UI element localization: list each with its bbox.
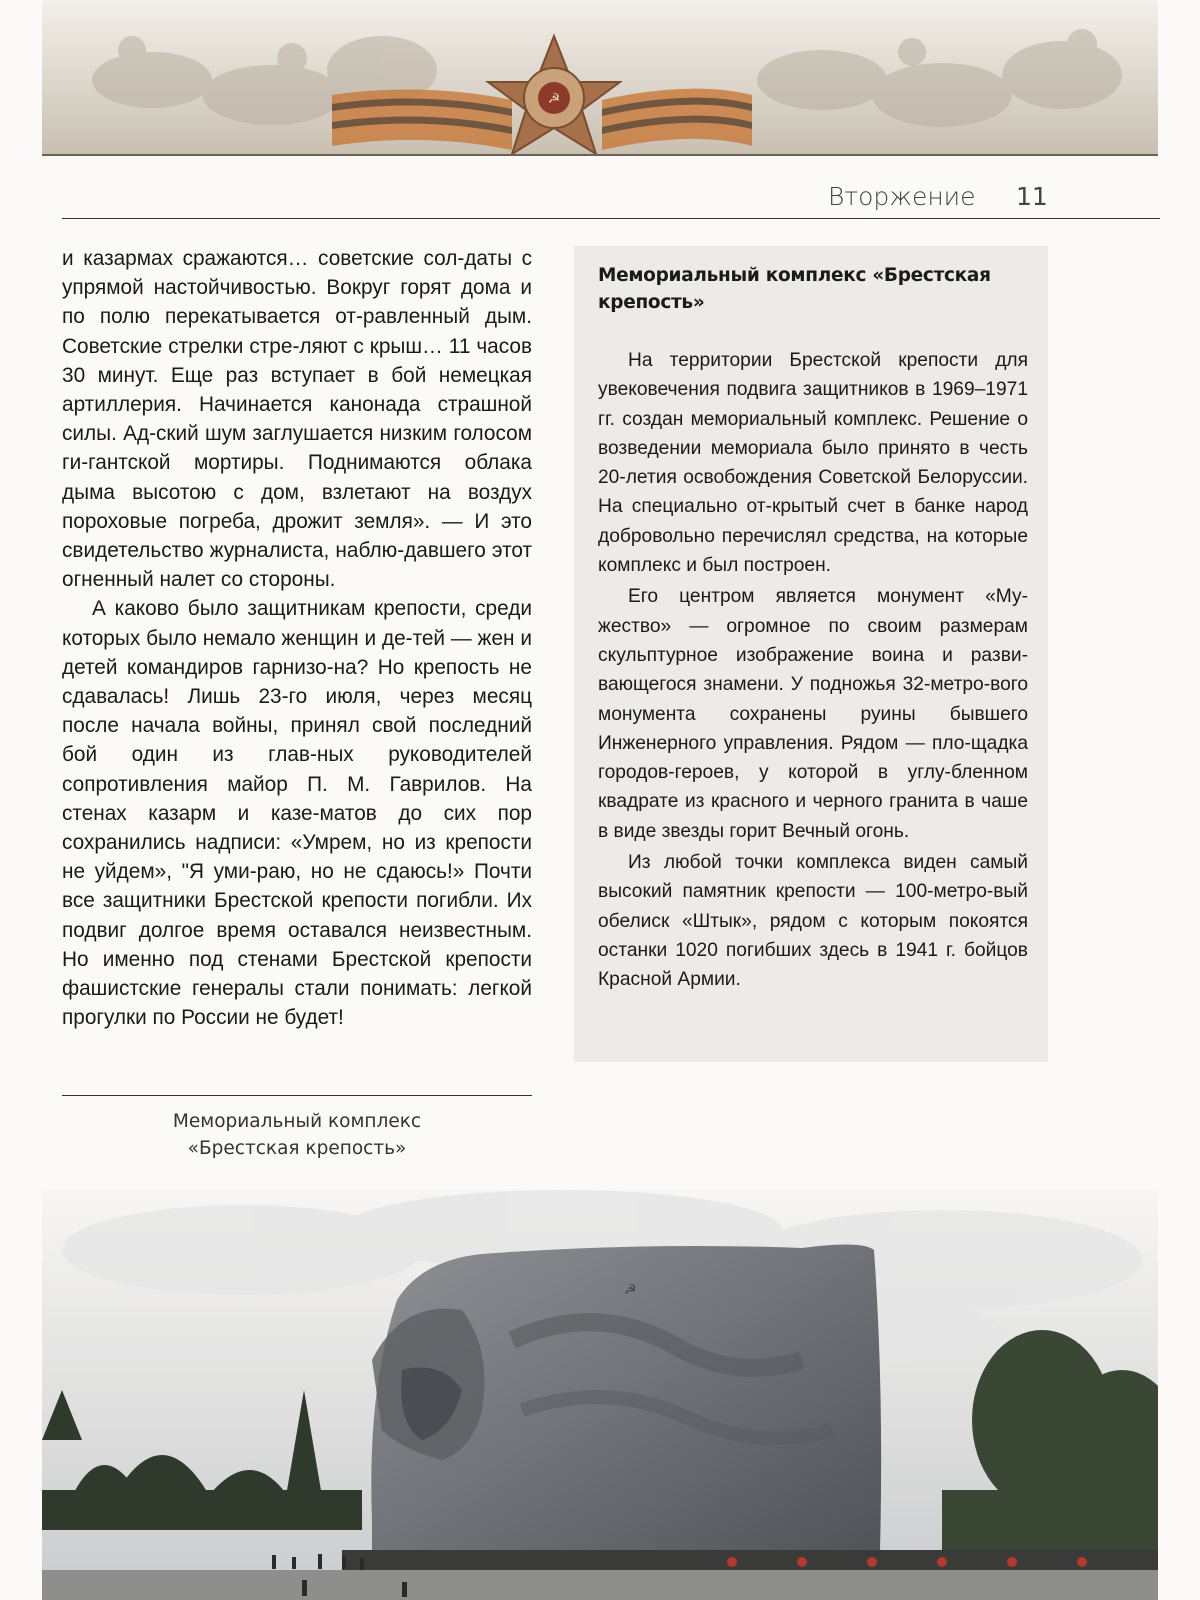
sidebar-paragraph: Из любой точки комплекса виден самый высокий памятник крепости — 100-метро-вый обелиск «Штык», рядом с которым покоятся останки 1020 погибших здесь в 1941 г. бойцов Красной Армии. — [598, 852, 1028, 991]
courage-monument — [371, 1244, 881, 1560]
page-number: 11 — [1016, 182, 1048, 211]
body-paragraph: и казармах сражаются… советские сол-даты с упрямой настойчивостью. Вокруг горят дома и по полю перекатывается от-равленный дым. Советские стрелки стре-ляют с крыш… 11 часов 30 минут. Еще раз вступает в бой немецкая артиллерия. Начинается канонада страшной силы. Ад-ский шум заглушается низким голосом ги-гантской мортиры. Поднимаются облака дыма высотою с дом, взлетают на воздух пороховые погреба, дрожит земля». — И это свидетельство журналиста, наблю-давшего этот огненный налет со стороны. — [62, 247, 532, 592]
memorial-sidebar — [574, 246, 1048, 1062]
sidebar-heading: Мемориальный комплекс «Брестская крепость» — [598, 265, 991, 313]
main-text-column — [62, 244, 532, 1032]
sidebar-body — [598, 346, 1028, 997]
svg-text:☭: ☭ — [624, 1282, 637, 1298]
sidebar-paragraph: На территории Брестской крепости для увековечения подвига защитников в 1969–1971 гг. создан мемориальный комплекс. Решение о возведении мемориала было принято в честь 20-летия освобождения Советской Белоруссии. На специально от-крытый счет в банке народ добровольно перечислял средства, на которые комплекс и был построен. — [598, 350, 1028, 577]
caption-line-1: Мемориальный комплекс — [172, 1111, 422, 1132]
banner-artwork — [42, 0, 1158, 154]
caption-divider — [62, 1095, 532, 1096]
photo-caption — [62, 1108, 532, 1162]
monument-illustration — [42, 1190, 1158, 1600]
caption-line-2: «Брестская крепость» — [187, 1138, 407, 1159]
header-divider — [62, 218, 1160, 219]
plaza — [42, 1570, 1158, 1600]
sidebar-paragraph: Его центром является монумент «Му-жество» — огромное по своим размерам скульптурное изображение воина и разви-вающегося знамени. У подножья 32-метро-вого монумента сохранены руины бывшего Инженерного управления. Рядом — пло-щадка городов-героев, у которой в углу-бленном квадрате из красного и черного гранита в чаше в виде звезды горит Вечный огонь. — [598, 586, 1028, 842]
header-banner — [42, 0, 1158, 156]
body-paragraph: А каково было защитникам крепости, среди которых было немало женщин и де-тей — жен и детей командиров гарнизо-на? Но крепость не сдавалась! Лишь 23-го июля, через месяц после начала войны, принял свой последний бой один из глав-ных руководителей сопротивления майор П. М. Гаврилов. На стенах казарм и казе-матов до сих пор сохранились надписи: «Умрем, но из крепости не уйдем», "Я уми-раю, но не сдаюсь!» Почти все защитники Брестской крепости погибли. Их подвиг долгое время оставался неизвестным. Но именно под стенами Брестской крепости фашистские генералы стали понимать: легкой прогулки по России не будет! — [62, 597, 532, 1030]
section-title: Вторжение — [828, 182, 976, 211]
svg-text:☭: ☭ — [547, 91, 561, 107]
memorial-photo — [42, 1190, 1158, 1600]
